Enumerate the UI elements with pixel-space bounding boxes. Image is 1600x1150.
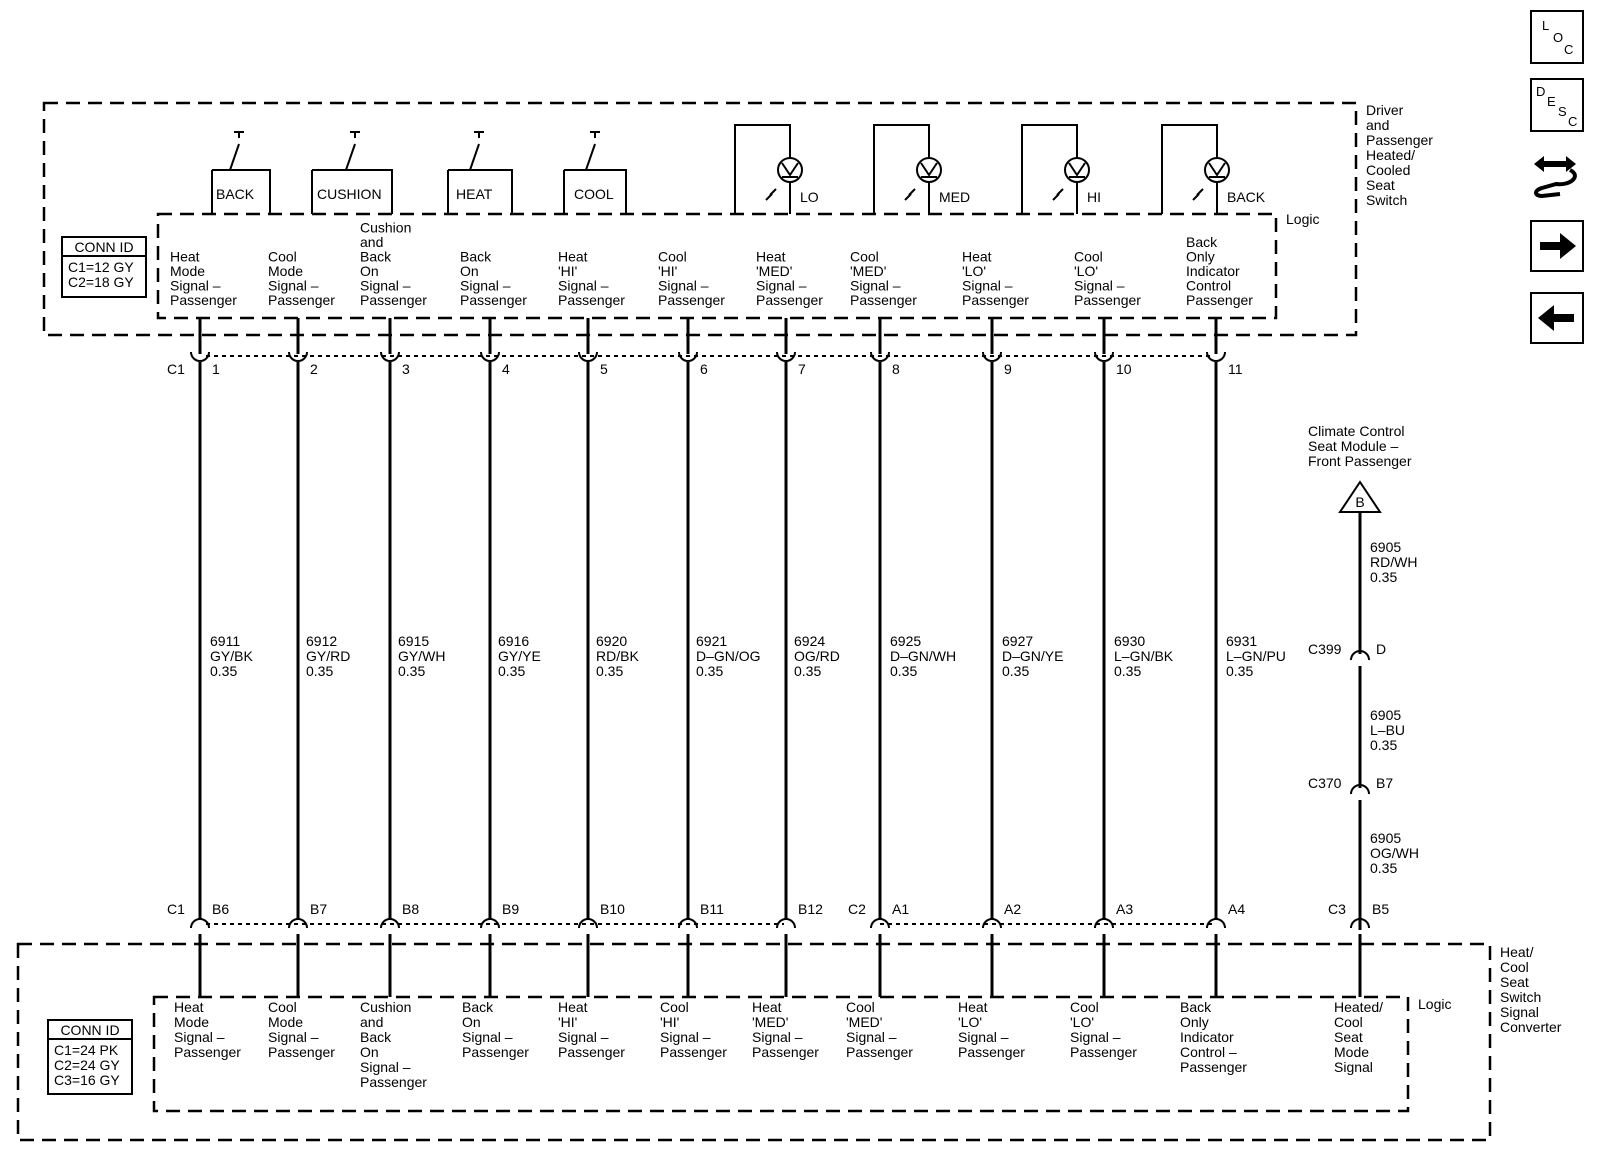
converter-pin-4: B9 (502, 901, 520, 917)
wire-label-2: 6912 GY/RD 0.35 (306, 633, 351, 679)
svg-text:BACK: BACK (1227, 189, 1266, 205)
indicator-med-icon (874, 125, 970, 214)
arrow-left-icon (1532, 294, 1582, 342)
switch-signal-label-9: Heat 'LO' Signal – Passenger (962, 248, 1029, 308)
wire-label-3: 6915 GY/WH 0.35 (398, 633, 446, 679)
converter-signal-label-12: Heated/ Cool Seat Mode Signal (1334, 999, 1384, 1075)
conv-connector-c3-label: C3 (1328, 901, 1346, 917)
wire-label-5: 6920 RD/BK 0.35 (596, 633, 639, 679)
converter-pin-5: B10 (600, 901, 625, 917)
climate-module-name: Climate Control Seat Module – Front Passenger (1308, 423, 1412, 469)
svg-text:O: O (1553, 30, 1564, 45)
switch-cushion (312, 132, 392, 214)
switch-cool (564, 132, 626, 214)
switch-signal-label-1: Heat Mode Signal – Passenger (170, 248, 237, 308)
climate-seg3-label: 6905 OG/WH 0.35 (1370, 830, 1419, 876)
svg-text:C2=24 GY: C2=24 GY (54, 1057, 120, 1073)
converter-name: Heat/ Cool Seat Switch Signal Converter (1500, 944, 1562, 1035)
converter-signal-label-5: Heat 'HI' Signal – Passenger (558, 999, 625, 1060)
converter-signal-label-7: Heat 'MED' Signal – Passenger (752, 999, 819, 1060)
switch-signal-label-2: Cool Mode Signal – Passenger (268, 248, 335, 308)
loc-icon (1532, 12, 1582, 62)
c399-pin: D (1376, 641, 1387, 657)
switch-conn-id (62, 237, 146, 297)
converter-pin-6: B11 (700, 901, 724, 917)
wire-label-1: 6911 GY/BK 0.35 (210, 633, 253, 679)
svg-text:LO: LO (800, 189, 819, 205)
switch-signal-label-6: Cool 'HI' Signal – Passenger (658, 248, 725, 308)
svg-text:E: E (1547, 94, 1556, 109)
converter-signal-label-9: Heat 'LO' Signal – Passenger (958, 999, 1025, 1060)
wire-label-11: 6931 L–GN/PU 0.35 (1226, 633, 1286, 679)
svg-text:C: C (1568, 114, 1578, 129)
switch-back (212, 132, 270, 214)
next-button[interactable] (1530, 220, 1584, 272)
converter-signal-label-11: Back Only Indicator Control – Passenger (1180, 999, 1247, 1075)
converter-logic-label: Logic (1418, 996, 1452, 1012)
svg-text:C: C (1564, 42, 1574, 57)
wire-label-6: 6921 D–GN/OG 0.35 (696, 633, 761, 679)
conv-connector-c2-label: C2 (848, 901, 866, 917)
switch-pin-7: 7 (798, 361, 806, 377)
converter-signal-label-8: Cool 'MED' Signal – Passenger (846, 999, 913, 1060)
converter-pin-12: B5 (1372, 901, 1390, 917)
climate-module-ref-triangle (1340, 482, 1380, 512)
loc-button[interactable] (1530, 10, 1584, 64)
converter-conn-id (48, 1020, 132, 1094)
converter-pin-3: B8 (402, 901, 420, 917)
switch-pin-2: 2 (310, 361, 318, 377)
converter-signal-label-1: Heat Mode Signal – Passenger (174, 999, 241, 1060)
svg-text:L: L (1542, 18, 1550, 33)
svg-text:CONN ID: CONN ID (60, 1022, 120, 1038)
switch-logic-label: Logic (1286, 211, 1320, 227)
switch-pin-5: 5 (600, 361, 608, 377)
switch-signal-label-7: Heat 'MED' Signal – Passenger (756, 248, 823, 308)
climate-seg2-label: 6905 L–BU 0.35 (1370, 707, 1406, 753)
desc-icon (1532, 80, 1582, 130)
converter-pin-10: A3 (1116, 901, 1134, 917)
switch-pin-4: 4 (502, 361, 510, 377)
pin-icon-conv-5 (579, 919, 597, 928)
wire-label-8: 6925 D–GN/WH 0.35 (890, 633, 957, 679)
svg-text:C1=24 PK: C1=24 PK (54, 1042, 119, 1058)
converter-signal-label-10: Cool 'LO' Signal – Passenger (1070, 999, 1137, 1060)
converter-pin-11: A4 (1228, 901, 1246, 917)
switch-pin-3: 3 (402, 361, 410, 377)
converter-signal-label-4: Back On Signal – Passenger (462, 999, 529, 1060)
switch-signal-label-8: Cool 'MED' Signal – Passenger (850, 248, 917, 308)
svg-text:MED: MED (939, 189, 971, 205)
switch-heat (448, 132, 512, 214)
c370-pin: B7 (1376, 775, 1394, 791)
converter-pin-8: A1 (892, 901, 910, 917)
svg-text:HI: HI (1087, 189, 1101, 205)
wire-label-4: 6916 GY/YE 0.35 (498, 633, 541, 679)
svg-text:BACK: BACK (216, 186, 255, 202)
converter-pin-1: B6 (212, 901, 230, 917)
c399-label: C399 (1308, 641, 1342, 657)
svg-text:C3=16 GY: C3=16 GY (54, 1072, 120, 1088)
svg-text:C2=18 GY: C2=18 GY (68, 274, 134, 290)
switch-signal-label-3: Cushion and Back On Signal – Passenger (360, 219, 427, 308)
converter-pin-9: A2 (1004, 901, 1022, 917)
converter-signal-label-3: Cushion and Back On Signal – Passenger (360, 999, 427, 1090)
svg-text:S: S (1558, 104, 1567, 119)
wire-label-10: 6930 L–GN/BK 0.35 (1114, 633, 1174, 679)
switch-pin-10: 10 (1116, 361, 1132, 377)
svg-text:B: B (1355, 494, 1365, 510)
svg-text:D: D (1536, 84, 1546, 99)
converter-pin-2: B7 (310, 901, 328, 917)
svg-text:COOL: COOL (574, 186, 614, 202)
switch-signal-label-5: Heat 'HI' Signal – Passenger (558, 248, 625, 308)
conv-connector-c1-label: C1 (167, 901, 185, 917)
switch-module-name: Driver and Passenger Heated/ Cooled Seat Switch (1366, 102, 1433, 208)
converter-signal-label-2: Cool Mode Signal – Passenger (268, 999, 335, 1060)
svg-text:C1=12 GY: C1=12 GY (68, 259, 134, 275)
switch-pin-1: 1 (212, 361, 220, 377)
switch-pin-11: 11 (1228, 361, 1243, 377)
prev-button[interactable] (1530, 292, 1584, 344)
desc-button[interactable] (1530, 78, 1584, 132)
pin-icon-conv-7 (777, 919, 795, 928)
arrow-right-icon (1532, 222, 1582, 270)
indicator-hi-icon (1022, 125, 1101, 214)
climate-seg1-label: 6905 RD/WH 0.35 (1370, 539, 1418, 585)
wire-label-7: 6924 OG/RD 0.35 (794, 633, 840, 679)
switch-signal-label-11: Back Only Indicator Control Passenger (1186, 234, 1253, 308)
svg-text:CONN ID: CONN ID (74, 239, 134, 255)
converter-pin-7: B12 (798, 901, 823, 917)
harness-icon (1530, 146, 1584, 202)
converter-signal-label-6: Cool 'HI' Signal – Passenger (660, 999, 727, 1060)
c370-label: C370 (1308, 775, 1342, 791)
switch-signal-label-10: Cool 'LO' Signal – Passenger (1074, 248, 1141, 308)
indicator-lo-icon (735, 125, 819, 214)
indicator-back-icon (1162, 125, 1266, 214)
switch-pin-8: 8 (892, 361, 900, 377)
svg-text:HEAT: HEAT (456, 186, 493, 202)
harness-button[interactable] (1530, 146, 1584, 202)
switch-pin-6: 6 (700, 361, 708, 377)
wire-label-9: 6927 D–GN/YE 0.35 (1002, 633, 1064, 679)
switch-pin-9: 9 (1004, 361, 1012, 377)
switch-signal-label-4: Back On Signal – Passenger (460, 248, 527, 308)
switch-connector-label: C1 (167, 361, 185, 377)
svg-text:CUSHION: CUSHION (317, 186, 382, 202)
